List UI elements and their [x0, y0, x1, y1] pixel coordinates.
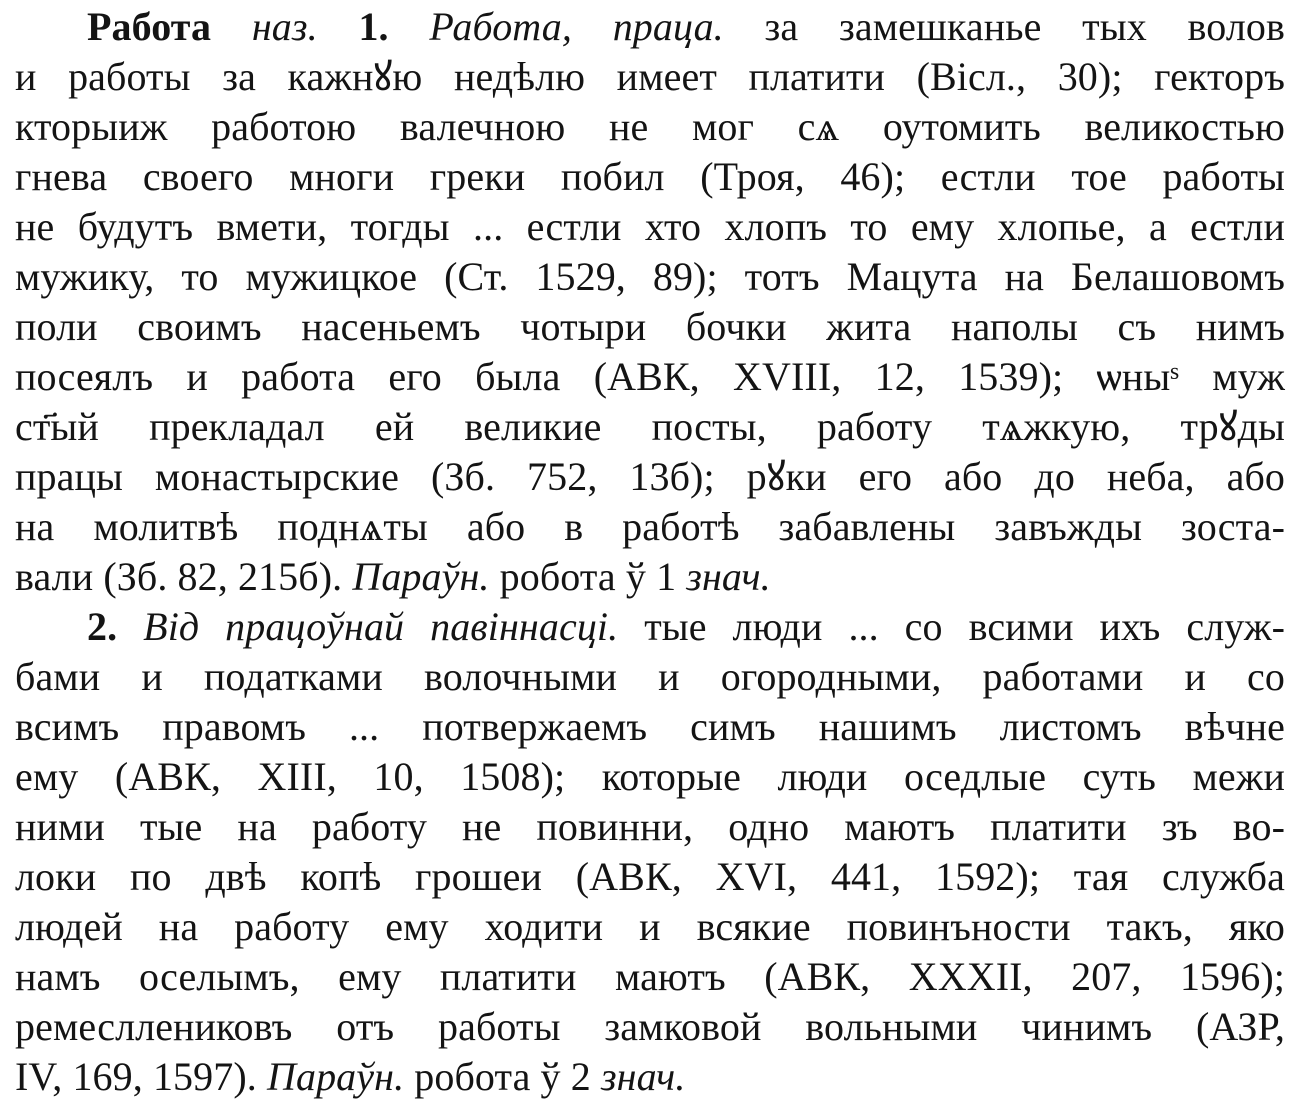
part-of-speech: наз. — [251, 4, 318, 49]
dictionary-page — [15, 0, 1285, 1113]
sense-gloss: Від працоўнай павіннасці. — [143, 604, 619, 649]
entry-text: за замешканье тых волов — [764, 4, 1285, 49]
entry-line: ремесллениковъ отъ работы замковой вольными чинимъ (АЗР, — [15, 1004, 1285, 1049]
entry-line: мужику, то мужицкое (Ст. 1529, 89); тотъ Мацута на Белашовомъ — [15, 254, 1285, 299]
entry-text: IV, 169, 1597). — [15, 1054, 257, 1099]
entry-line: локи по двѣ копѣ грошеи (АВК, XVI, 441, 1592); тая служба — [15, 854, 1285, 899]
entry-line: бами и податками волочными и огородными, работами и со — [15, 654, 1285, 699]
sense-number: 1. — [358, 4, 389, 49]
entry-line: ему (АВК, XIII, 10, 1508); которые люди оседлые суть межи — [15, 754, 1285, 799]
entry-line: и работы за кажнꙋю недѣлю имеет платити (Вісл., 30); гекторъ — [15, 54, 1285, 99]
entry-line: гнева своего многи греки побил (Троя, 46); естли тое работы — [15, 154, 1285, 199]
entry-line: посеялъ и работа его была (АВК, XVIII, 12, 1539); ѡныˢ муж — [15, 354, 1285, 399]
entry-line — [15, 1052, 1285, 1102]
entry-line — [15, 602, 1285, 652]
entry-line: кторыиж работою валечною не мог сѧ оутомить великостью — [15, 104, 1285, 149]
entry-line — [15, 2, 1285, 52]
sense-gloss: Работа, праца. — [429, 4, 724, 49]
parallel-text: робота ў 1 — [499, 554, 677, 599]
headword: Работа — [87, 4, 212, 49]
entry-line: ними тые на работу не повинни, одно маютъ платити зъ во- — [15, 804, 1285, 849]
entry-line: не будутъ вмети, тогды ... естли хто хлопъ то ему хлопье, а естли — [15, 204, 1285, 249]
entry-line: на молитвѣ поднѧты або в работѣ забавлены завъжды зоста- — [15, 504, 1285, 549]
entry-line — [15, 552, 1285, 602]
entry-line: поли своимъ насеньемъ чотыри бочки жита наполы съ нимъ — [15, 304, 1285, 349]
parallel-note: знач. — [686, 554, 771, 599]
parallel-label: Параўн. — [352, 554, 490, 599]
parallel-note: знач. — [600, 1054, 686, 1099]
entry-line: намъ оселымъ, ему платити маютъ (АВК, XXXII, 207, 1596); — [15, 954, 1285, 999]
entry-text: тые люди ... со всими ихъ служ- — [644, 604, 1285, 649]
parallel-label: Параўн. — [266, 1054, 405, 1099]
parallel-text: робота ў 2 — [414, 1054, 591, 1099]
entry-line: працы монастырские (Зб. 752, 13б); рꙋки его або до неба, або — [15, 454, 1285, 499]
sense-number: 2. — [87, 604, 118, 649]
entry-line: всимъ правомъ ... потвержаемъ симъ нашимъ листомъ вѣчне — [15, 704, 1285, 749]
entry-line: людей на работу ему ходити и всякие повинъности такъ, яко — [15, 904, 1285, 949]
entry-line: ст҃ый прекладал ей великие посты, работу тѧжкую, трꙋды — [15, 404, 1285, 449]
entry-text: вали (Зб. 82, 215б). — [15, 554, 343, 599]
